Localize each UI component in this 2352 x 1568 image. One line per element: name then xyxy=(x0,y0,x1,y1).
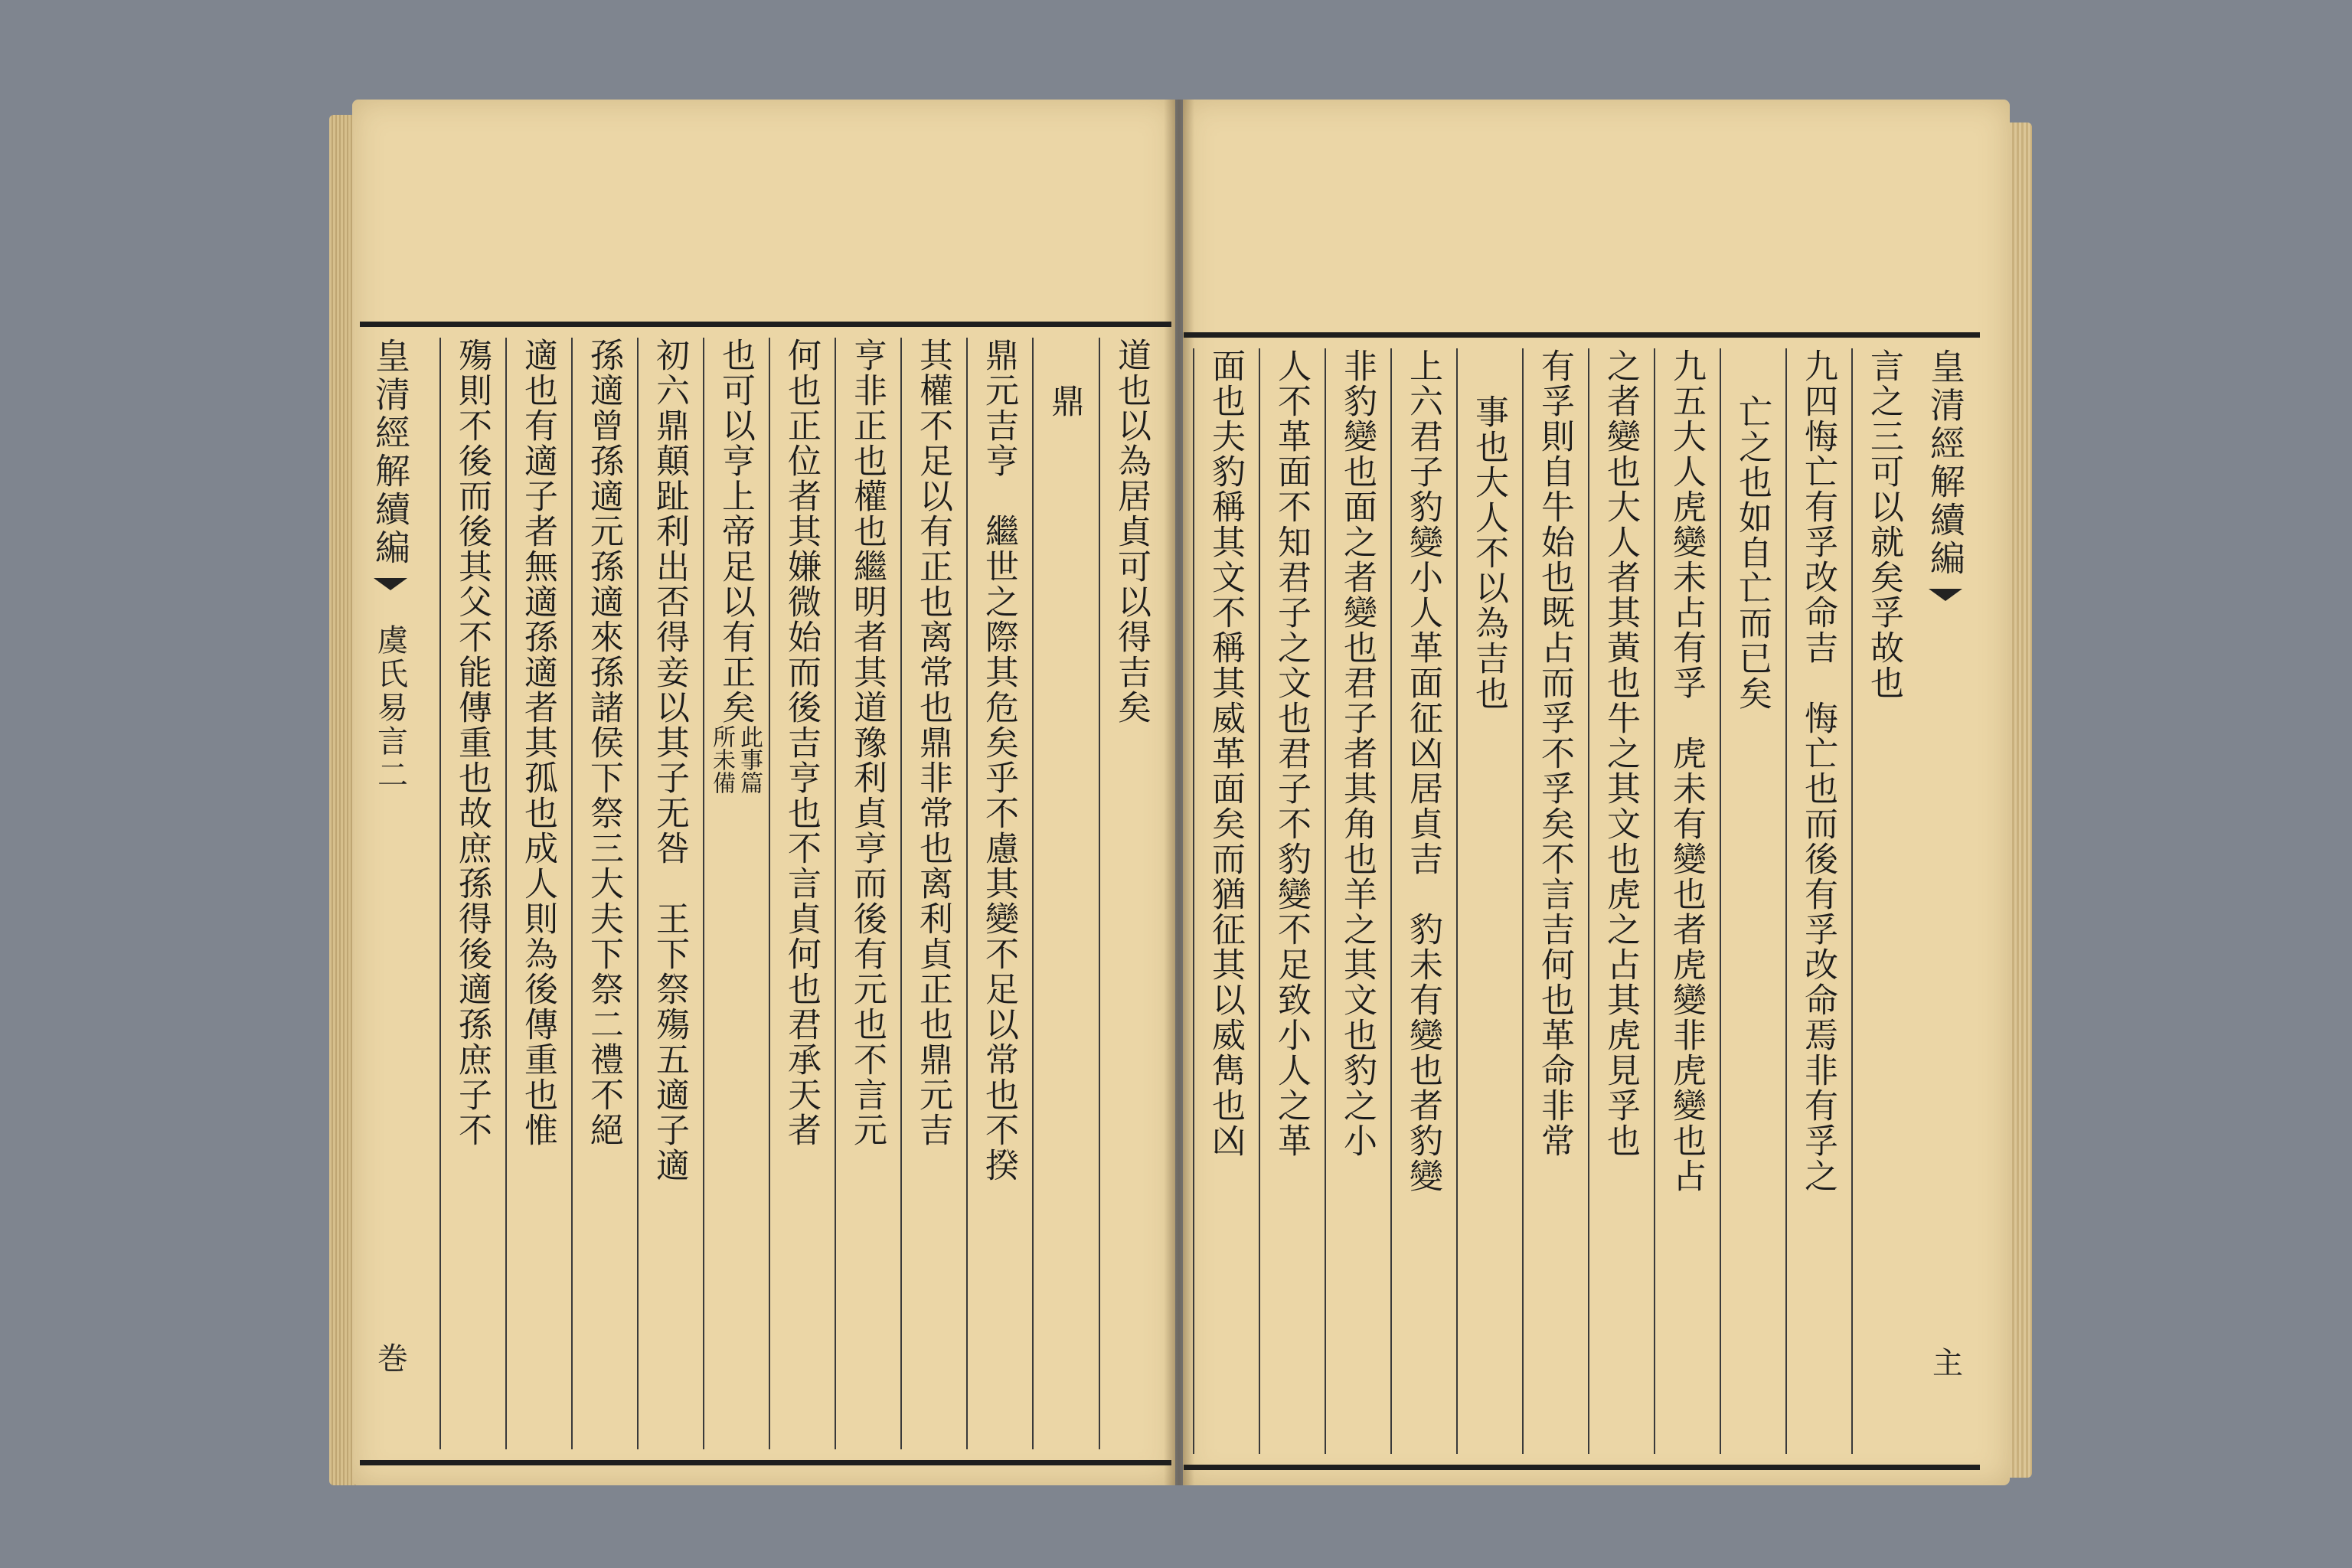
column-text: 鼎元吉亨 繼世之際其危矣乎不慮其變不足以常也不揆 xyxy=(979,338,1018,1183)
text-column xyxy=(571,338,634,1449)
text-column xyxy=(1522,348,1585,1454)
text-column xyxy=(1851,348,1914,1454)
text-column xyxy=(1390,348,1453,1454)
text-column xyxy=(439,338,502,1449)
column-text: 其權不足以有正也离常也鼎非常也离利貞正也鼎元吉 xyxy=(913,338,952,1148)
text-column xyxy=(1785,348,1848,1454)
right-text-frame xyxy=(1184,332,1980,1470)
column-text: 孫適曾孫適元孫適來孫諸侯下祭三大夫下祭二禮不絕 xyxy=(584,338,623,1148)
left-margin-column xyxy=(368,338,413,1449)
left-margin-subtitle: 虞氏易言二 xyxy=(372,624,408,792)
fishtail-mark xyxy=(1929,589,1962,601)
column-text: 道也以為居貞可以得吉矣 xyxy=(1112,338,1151,725)
text-column xyxy=(1325,348,1387,1454)
text-column xyxy=(1588,348,1651,1454)
text-column xyxy=(1032,338,1095,1449)
column-text: 言之三可以就矣孚故也 xyxy=(1864,348,1903,701)
column-text: 九四悔亡有孚改命吉 悔亡也而後有孚改命焉非有孚之 xyxy=(1798,348,1838,1194)
text-column xyxy=(1456,348,1519,1454)
column-text: 初六鼎顛趾利出否得妾以其子无咎 王下祭殤五適子適 xyxy=(650,338,689,1183)
right-page-number: 主 xyxy=(1927,1347,1963,1377)
text-column xyxy=(637,338,700,1449)
fishtail-mark xyxy=(374,578,407,590)
left-margin-title: 皇清經解續編 xyxy=(370,338,411,567)
left-page-number: 巻 xyxy=(372,1342,408,1373)
column-text: 九五大人虎變未占有孚 虎未有變也者虎變非虎變也占 xyxy=(1667,348,1706,1194)
right-margin-title: 皇清經解續編 xyxy=(1925,348,1966,578)
text-column xyxy=(505,338,568,1449)
column-text: 非豹變也面之者變也君子者其角也羊之其文也豹之小 xyxy=(1338,348,1377,1158)
text-column xyxy=(1193,348,1256,1454)
column-text: 適也有適子者無適孫適者其孤也成人則為後傳重也惟 xyxy=(518,338,557,1148)
text-column xyxy=(1654,348,1717,1454)
text-column xyxy=(703,338,766,1449)
column-text: 事也大人不以為吉也 xyxy=(1469,394,1508,711)
column-text: 亡之也如自亡而已矣 xyxy=(1733,394,1772,711)
text-column xyxy=(769,338,831,1449)
note-line: 所未備 xyxy=(708,725,735,794)
column-text: 鼎 xyxy=(1045,384,1084,419)
text-column xyxy=(835,338,897,1449)
text-column xyxy=(1259,348,1321,1454)
left-text-frame xyxy=(360,322,1171,1465)
column-text: 面也夫豹稱其文不稱其威革面矣而猶征其以威雋也凶 xyxy=(1206,348,1245,1158)
right-margin-column xyxy=(1919,348,1972,1454)
column-text: 之者變也大人者其黃也牛之其文也虎之占其虎見孚也 xyxy=(1601,348,1640,1158)
column-text: 殤則不後而後其父不能傳重也故庶孫得後適孫庶子不 xyxy=(452,338,492,1148)
text-column xyxy=(966,338,1029,1449)
column-text: 人不革面不知君子之文也君子不豹變不足致小人之革 xyxy=(1272,348,1311,1158)
column-text: 何也正位者其嫌微始而後吉亨也不言貞何也君承天者 xyxy=(782,338,821,1148)
text-column xyxy=(1099,338,1161,1449)
column-text: 亨非正也權也繼明者其道豫利貞亨而後有元也不言元 xyxy=(848,338,887,1148)
column-text: 也可以亨上帝足以有正矣 xyxy=(716,338,755,725)
column-text: 有孚則自牛始也既占而孚不孚矣不言吉何也革命非常 xyxy=(1535,348,1574,1158)
note-line: 此事篇 xyxy=(736,725,763,794)
column-text: 上六君子豹變小人革面征凶居貞吉 豹未有變也者豹變 xyxy=(1403,348,1442,1194)
open-book xyxy=(337,92,2021,1493)
text-column xyxy=(1720,348,1782,1454)
text-column xyxy=(900,338,963,1449)
interlinear-note xyxy=(708,725,762,794)
